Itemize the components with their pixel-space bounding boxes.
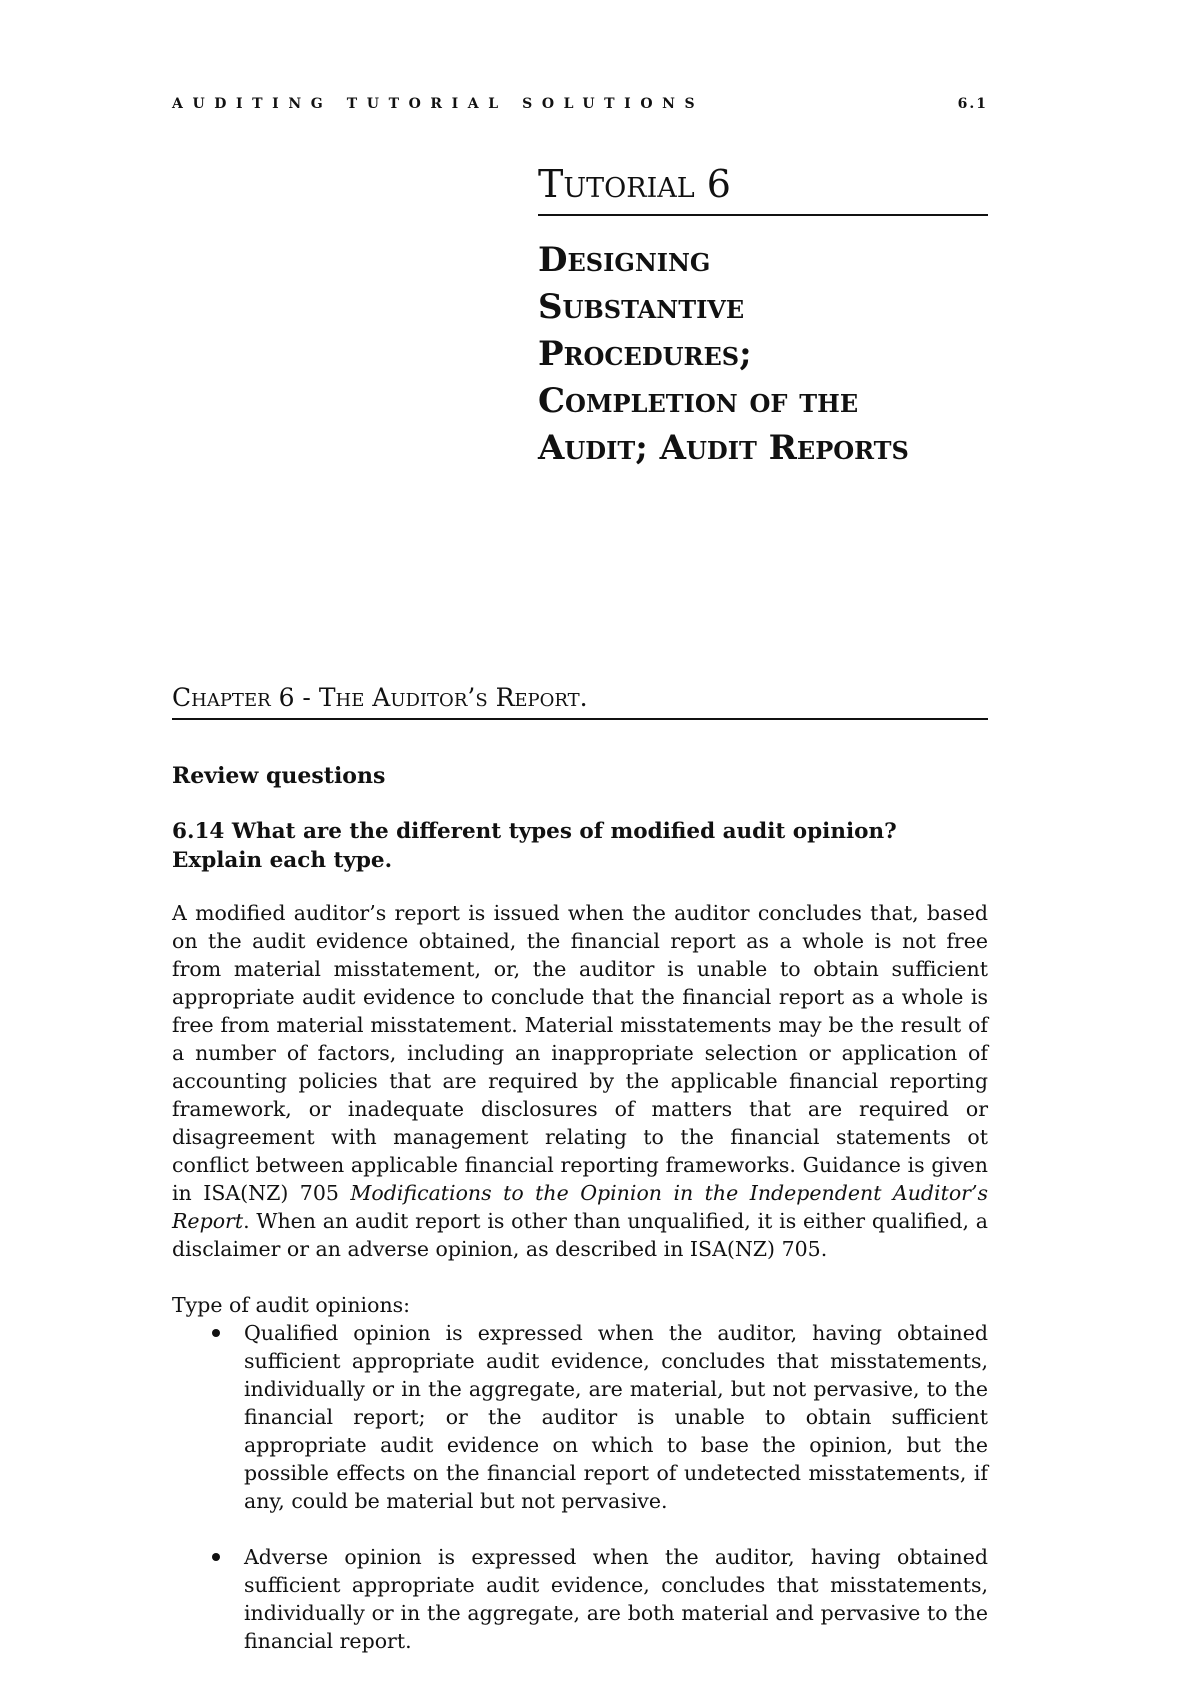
bullet-icon bbox=[212, 1553, 220, 1561]
page-number: 6.1 bbox=[957, 96, 988, 112]
chapter-rule bbox=[172, 718, 988, 720]
tutorial-number: Tutorial 6 bbox=[538, 162, 731, 206]
opinion-types-intro: Type of audit opinions: bbox=[172, 1293, 411, 1317]
review-question: 6.14 What are the different types of modified audit opinion? Explain each type. bbox=[172, 819, 897, 873]
chapter-heading-block bbox=[172, 680, 988, 720]
list-item bbox=[172, 1319, 988, 1515]
running-title: AUDITING TUTORIAL SOLUTIONS bbox=[172, 96, 705, 112]
main-content bbox=[172, 761, 988, 1655]
chapter-heading: Chapter 6 - The Auditor’s Report. bbox=[172, 683, 588, 712]
standard-title: Modifications to the Opinion in the Independent Auditor’s Report bbox=[172, 1181, 988, 1233]
section-subheading: Review questions bbox=[172, 763, 386, 789]
topic-line: Completion of the bbox=[538, 381, 859, 421]
opinion-types-list bbox=[172, 1319, 988, 1655]
title-rule bbox=[538, 214, 988, 216]
topic-line: Substantive bbox=[538, 287, 745, 327]
answer-text-part1: A modified auditor’s report is issued when the auditor concludes that, based on the audit evidence obtained, the financial report as a whole is not free from material misstatement, or, the auditor is unable to obtain sufficient appropriate audit evidence to conclude that the financial report as a whole is free from material misstatement. Material misstatements may be the result of a number of factors, including an inappropriate selection or application of accounting policies that are required by the applicable financial reporting framework, or inadequate disclosures of matters that are required or disagreement with management relating to the financial statements ot conflict between applicable financial reporting frameworks. Guidance is given in ISA(NZ) 705 bbox=[172, 901, 988, 1205]
topic-line: Procedures; bbox=[538, 334, 752, 374]
topic-line: Designing bbox=[538, 240, 711, 280]
answer-paragraph bbox=[172, 899, 988, 1263]
answer-text-part2: . When an audit report is other than unqualified, it is either qualified, a disclaimer or an adverse opinion, as described in ISA(NZ) 705. bbox=[172, 1209, 988, 1261]
bullet-icon bbox=[212, 1329, 220, 1337]
running-header bbox=[172, 96, 988, 118]
tutorial-title-block bbox=[538, 156, 988, 472]
list-item bbox=[172, 1543, 988, 1655]
list-item-text: Qualified opinion is expressed when the auditor, having obtained sufficient appropriate audit evidence, concludes that misstatements, individually or in the aggregate, are material, but not pervasive, to the financial report; or the auditor is unable to obtain sufficient appropriate audit evidence on which to base the opinion, but the possible effects on the financial report of undetected misstatements, if any, could be material but not pervasive. bbox=[244, 1321, 988, 1513]
topic-line: Audit; Audit Reports bbox=[538, 428, 909, 468]
topic-title bbox=[538, 237, 988, 472]
list-item-text: Adverse opinion is expressed when the auditor, having obtained sufficient appropriate audit evidence, concludes that misstatements, individually or in the aggregate, are both material and pervasive to the financial report. bbox=[244, 1545, 988, 1653]
